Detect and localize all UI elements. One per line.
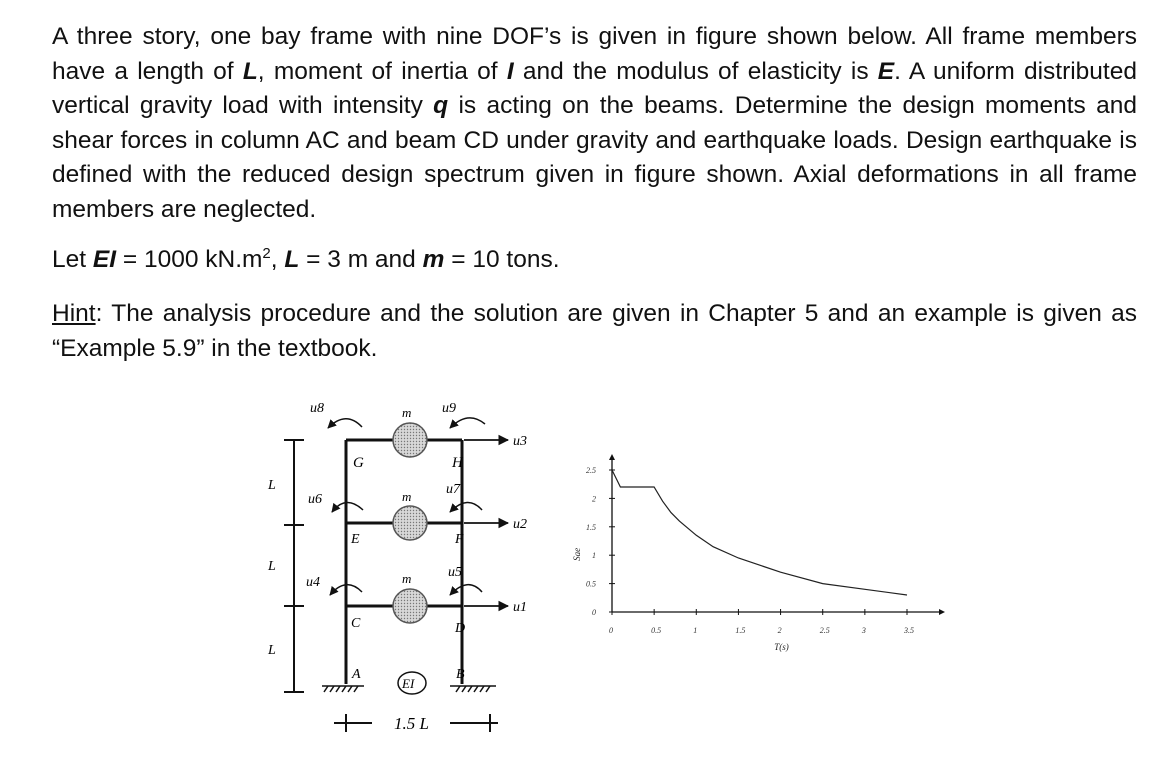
y-tick-label: 1.5 [586,522,596,532]
dof-label-u6: u6 [308,492,322,507]
y-axis-arrow [609,454,615,460]
x-tick-label: 3 [861,626,866,635]
x-axis-arrow [939,609,945,615]
x-tick-label: 2 [777,626,782,635]
dof-label-u4: u4 [306,575,320,590]
mass-label-1: m [402,571,412,586]
y-tick-label: 1 [592,551,596,561]
y-tick-label: 0 [592,608,596,617]
mass-floor-2 [393,506,427,540]
story-label-2: L [268,559,276,574]
node-label-a: A [352,667,361,682]
rotation-arc-u5 [450,585,482,595]
node-label-g: G [353,455,364,471]
dof-label-u1: u1 [513,600,527,615]
rotation-arc-u8 [328,419,362,428]
story-label-1: L [268,643,276,658]
node-label-c: C [351,616,361,631]
story-dimension-line [284,440,304,692]
y-axis-label: Sae [572,547,582,561]
beam-stiffness-label: EI [402,676,415,691]
fixed-support-a [322,686,364,692]
dof-label-u8: u8 [310,401,324,416]
hint-label: Hint [52,300,96,327]
dof-label-u3: u3 [513,434,527,449]
mass-label-3: m [402,405,412,420]
story-label-3: L [268,478,276,493]
problem-paragraph: A three story, one bay frame with nine DOF’s is given in figure shown below. All frame members have a length of L, moment of inertia of I and the modulus of elasticity is E. A uniform distributed vertical gravity load with intensity q is acting on the beams. Determine the design moments and shear forces in column AC and beam CD under gravity and earthquake loads. Design earthquake is defined with the reduced design spectrum given in figure shown. Axial deformations in all frame members are neglected. [52,23,1137,223]
hint-paragraph: Hint: The analysis procedure and the solution are given in Chapter 5 and an example is given as “Example 5.9” in the textbook. [52,300,1137,362]
dof-label-u2: u2 [513,517,527,532]
mass-label-2: m [402,489,412,504]
node-label-h: H [452,455,463,471]
fixed-support-b [450,686,496,692]
node-label-e: E [351,532,360,547]
node-label-b: B [456,667,465,682]
x-tick-label: 1 [693,626,698,635]
design-spectrum-chart [560,440,950,660]
x-tick-label: 1.5 [735,626,746,635]
node-label-f: F [455,532,464,547]
x-tick-label: 0 [609,626,613,635]
spectrum-curve [612,470,907,595]
x-tick-label: 0.5 [651,626,662,635]
dof-label-u7: u7 [446,482,460,497]
rotation-arc-u9 [450,418,485,428]
frame-figure [250,392,560,752]
rotation-arc-u7 [450,502,482,512]
x-tick-label: 2.5 [819,626,830,635]
y-tick-label: 0.5 [586,579,596,589]
dof-label-u5: u5 [448,565,462,580]
mass-floor-1 [393,589,427,623]
y-tick-label: 2.5 [586,466,596,475]
bay-span-label: 1.5 L [394,714,429,733]
mass-roof [393,423,427,457]
node-label-d: D [455,621,466,636]
x-axis-label: T(s) [774,642,789,652]
y-tick-label: 2 [592,494,596,504]
dof-label-u9: u9 [442,401,456,416]
given-values-line: Let EI = 1000 $kN.m^2$, L = 3 m and m = 10 tons. [52,244,560,273]
frame-members [346,440,462,684]
x-tick-label: 3.5 [904,626,914,635]
